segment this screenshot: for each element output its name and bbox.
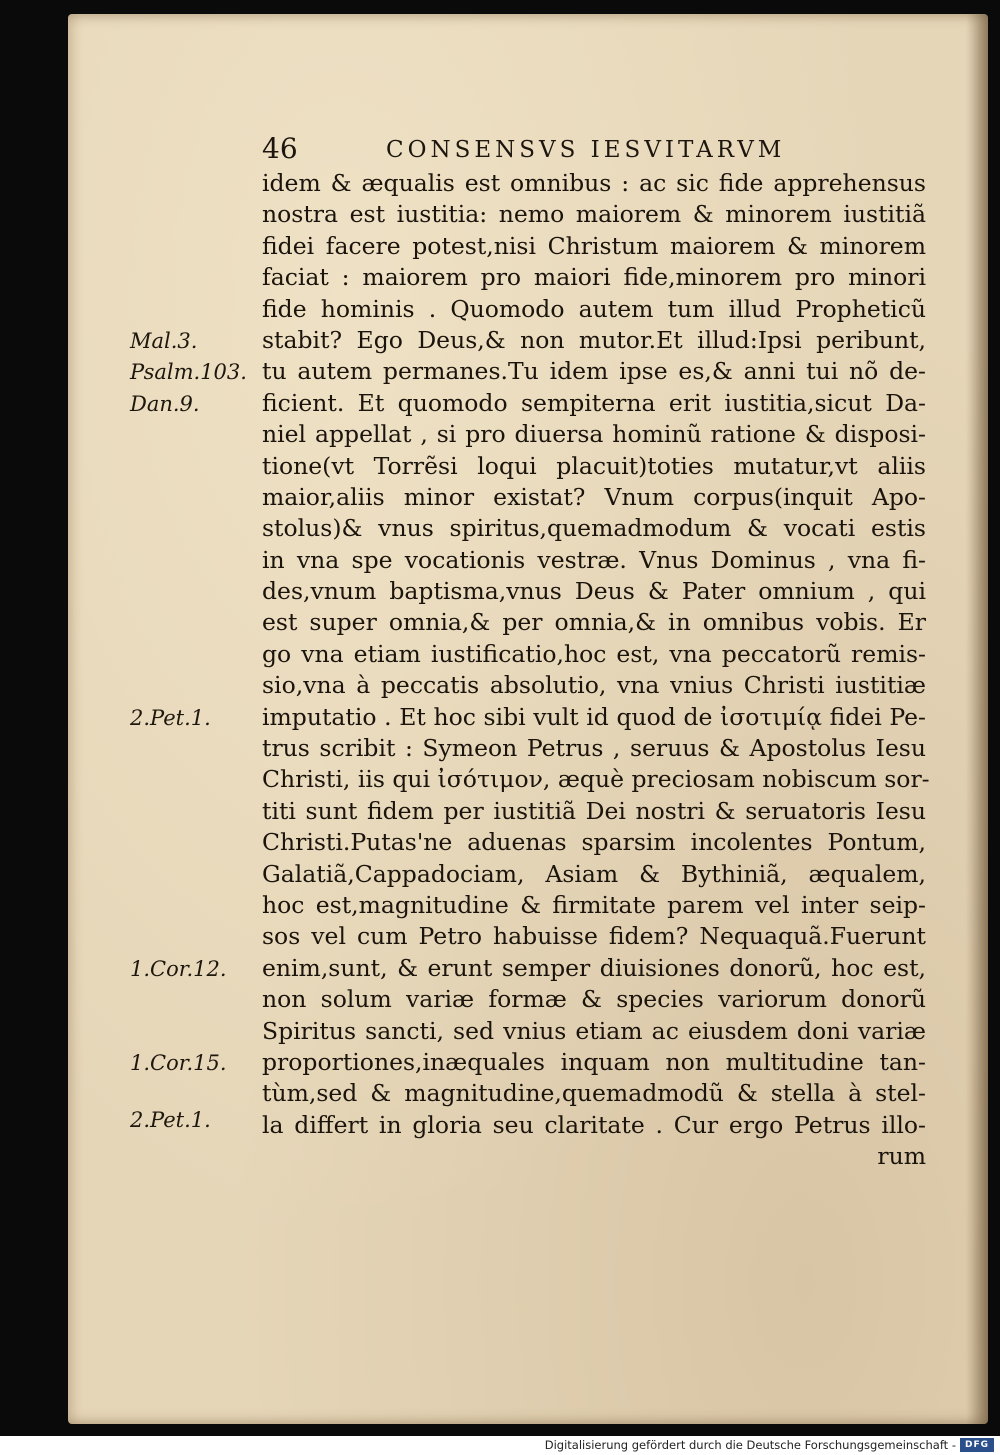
text-line: titi sunt fidem per iustitiã Dei nostri & seruatoris Iesu (262, 796, 926, 825)
margin-note: 1.Cor.12. (130, 957, 227, 981)
text-line: tione(vt Torrẽsi loqui placuit)toties mutatur,vt aliis (262, 451, 926, 480)
body-text (262, 168, 930, 1173)
page-edge-shadow (966, 14, 988, 1424)
text-line: stabit? Ego Deus,& non mutor.Et illud:Ipsi peribunt, (262, 325, 926, 354)
text-line: in vna spe vocationis vestræ. Vnus Dominus , vna fi- (262, 545, 926, 574)
text-line: Christi, iis qui ἰσότιμον, æquè preciosam nobiscum sor- (262, 765, 930, 794)
text-line: est super omnia,& per omnia,& in omnibus vobis. Er (262, 608, 926, 637)
text-line: niel appellat , si pro diuersa hominũ ratione & disposi- (262, 420, 926, 449)
dfg-logo: DFG (960, 1438, 994, 1452)
page-number: 46 (262, 132, 298, 165)
running-title: CONSENSVS IESVITARVM (386, 137, 786, 163)
footer-bar (0, 1436, 1000, 1455)
text-line: ficient. Et quomodo sempiterna erit iustitia,sicut Da- (262, 388, 926, 417)
margin-note: 2.Pet.1. (130, 705, 211, 730)
text-line: rum (877, 1142, 926, 1171)
text-line: maior,aliis minor existat? Vnum corpus(inquit Apo- (262, 482, 926, 511)
running-head (262, 132, 802, 166)
text-line: des,vnum baptisma,vnus Deus & Pater omnium , qui (262, 577, 926, 606)
text-line: Spiritus sancti, sed vnius etiam ac eiusdem doni variæ (262, 1016, 926, 1045)
margin-note: 1.Cor.15. (130, 1051, 227, 1076)
text-line: proportiones,inæquales inquam non multitudine tan- (262, 1047, 926, 1076)
text-line: la differt in gloria seu claritate . Cur ergo Petrus illo- (262, 1110, 926, 1139)
margin-note: 2.Pet.1. (130, 1107, 211, 1132)
text-line: tùm,sed & magnitudine,quemadmodũ & stella à stel- (262, 1079, 926, 1108)
footer-credit: Digitalisierung gefördert durch die Deutsche Forschungsgemeinschaft - (544, 1438, 956, 1452)
text-line: enim,sunt, & erunt semper diuisiones donorũ, hoc est, (262, 953, 926, 982)
text-line: fidei facere potest,nisi Christum maiorem & minorem (262, 231, 926, 260)
text-line: idem & æqualis est omnibus : ac sic fide apprehensus (262, 169, 926, 197)
text-line: faciat : maiorem pro maiori fide,minorem pro minori (262, 263, 926, 292)
text-line: imputatio . Et hoc sibi vult id quod de ἰσοτιμίᾳ fidei Pe- (262, 702, 926, 731)
text-line: sio,vna à peccatis absolutio, vna vnius Christi iustitiæ (262, 671, 926, 700)
text-line: sos vel cum Petro habuisse fidem? Nequaquã.Fuerunt (262, 922, 926, 951)
margin-note: Dan.9. (130, 391, 200, 416)
margin-note: Psalm.103. (130, 360, 247, 385)
text-line: nostra est iustitia: nemo maiorem & minorem iustitiã (262, 200, 926, 229)
text-line: fide hominis . Quomodo autem tum illud Propheticũ (262, 294, 926, 323)
text-line: trus scribit : Symeon Petrus , seruus & Apostolus Iesu (262, 734, 926, 763)
text-line: Galatiã,Cappadociam, Asiam & Bythiniã, æqualem, (262, 859, 926, 888)
text-line: Christi.Putas'ne aduenas sparsim incolentes Pontum, (262, 828, 926, 857)
text-line: stolus)& vnus spiritus,quemadmodum & vocati estis (262, 514, 926, 543)
text-line: non solum variæ formæ & species variorum donorũ (262, 985, 926, 1014)
text-line: go vna etiam iustificatio,hoc est, vna peccatorũ remis- (262, 639, 926, 668)
margin-note: Mal.3. (130, 329, 198, 353)
text-line: tu autem permanes.Tu idem ipse es,& anni tui nõ de- (262, 357, 926, 386)
text-line: hoc est,magnitudine & firmitate parem vel inter seip- (262, 890, 926, 919)
